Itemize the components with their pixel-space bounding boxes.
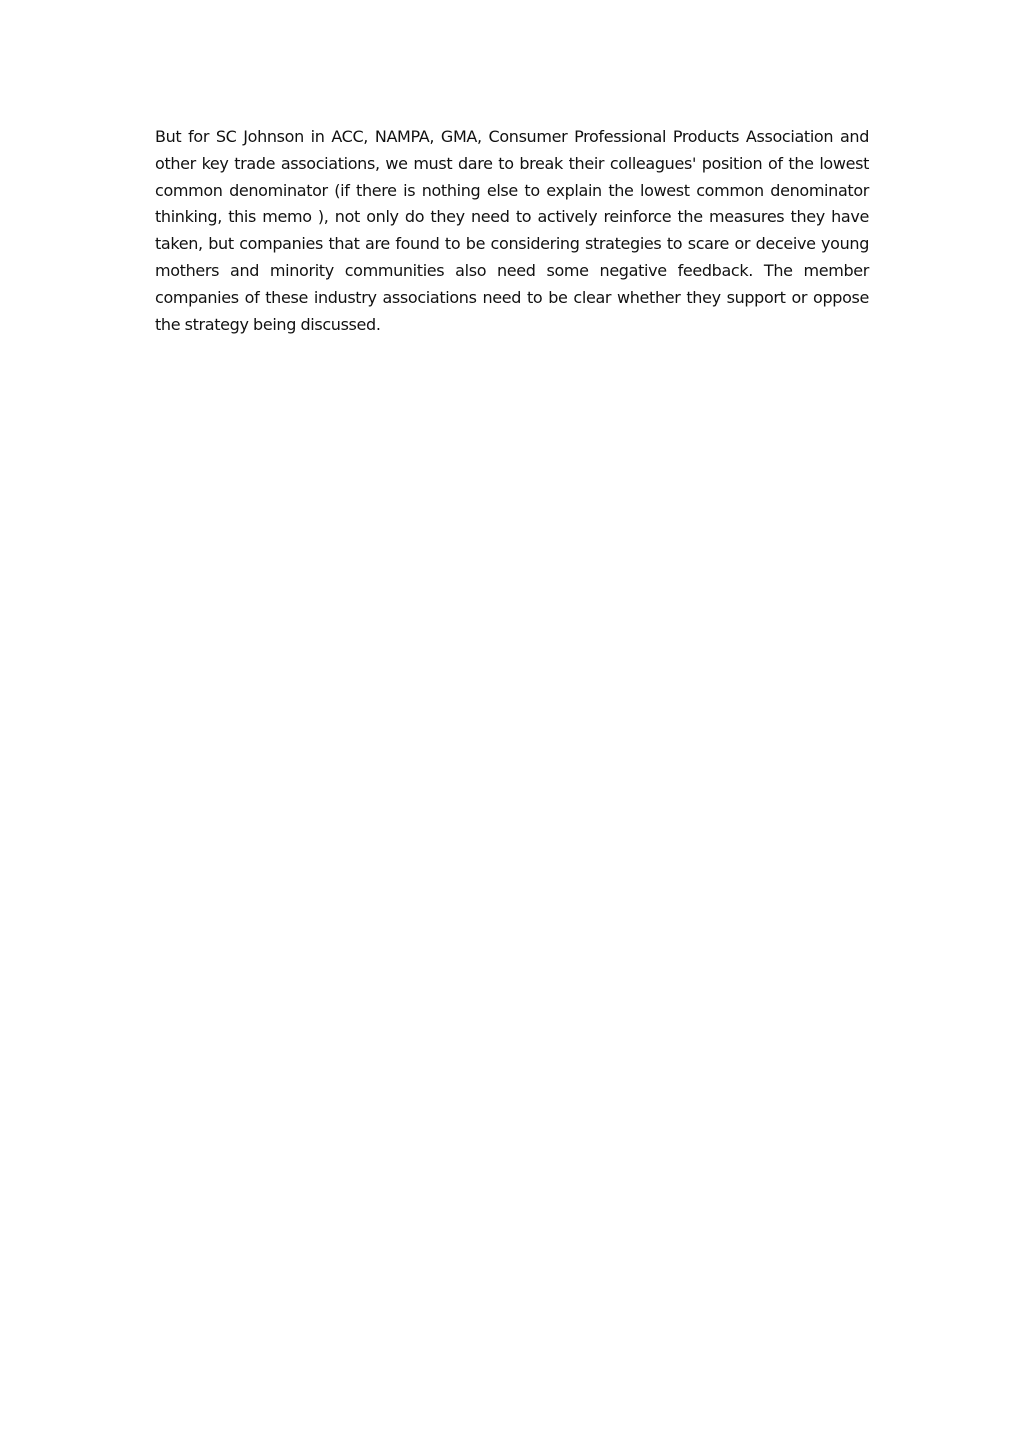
body-paragraph: But for SC Johnson in ACC, NAMPA, GMA, Consumer Professional Products Association and other key trade associations, we must dare to break their colleagues' position of the lowest common denominator (if there is nothing else to explain the lowest common denominator thinking, this memo ), not only do they need to actively reinforce the measures they have taken, but companies that are found to be considering strategies to scare or deceive young mothers and minority communities also need some negative feedback. The member companies of these industry associations need to be clear whether they support or oppose the strategy being discussed.: [155, 127, 869, 334]
